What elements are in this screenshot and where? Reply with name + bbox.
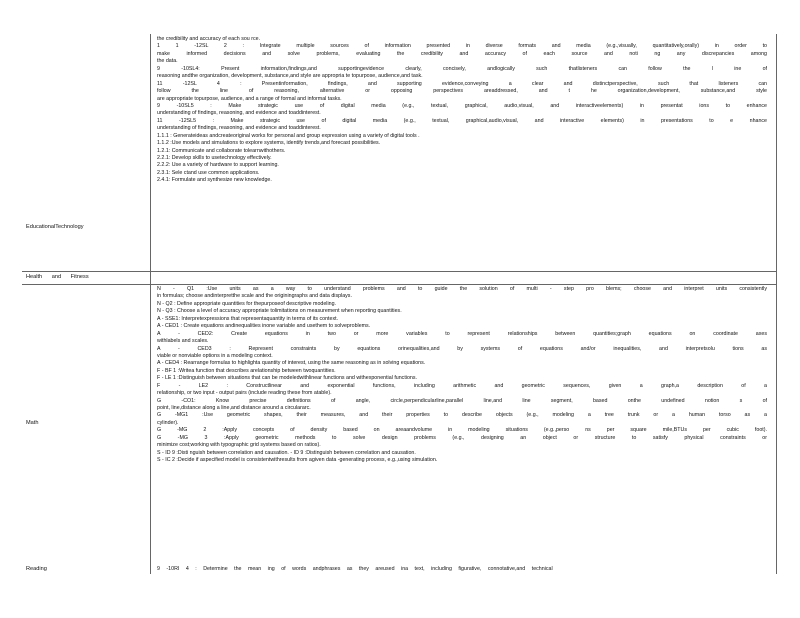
standard-line: F - LE2 : Constructlinear and exponential functions, including arithmetic and geometric sequences, given a graph,a description of a: [157, 382, 767, 389]
standard-line: A - CED3 : Represent constraints by equations orinequalities,and by systems of equations and/or inequalities, and interpretsolu tions as: [157, 345, 767, 352]
standard-line: 9 -10RI 4 : Determine the mean ing of words andphrases as they areused ina text, including figurative, connotative,and technical: [157, 566, 553, 572]
row-separator-bottom: [22, 284, 777, 285]
category-math: Math: [26, 420, 39, 426]
standard-line: understanding of findings, reasoning, and evidence and toaddinterest.: [157, 110, 321, 117]
standard-line: make informed decisions and solve problems, evaluating the credibility and accuracy of each source and noti ng any discrepancies among: [157, 50, 767, 57]
standard-line: cylinder).: [157, 419, 179, 426]
standard-line: 11 -12SL 4 : Presentinformation, findings, and supporting evidence,conveying a clear and distinctperspective, such that listeners can: [157, 80, 767, 87]
standard-line: F - BF 1 :Writea function that describes arelationship between twoquantities.: [157, 367, 336, 374]
standard-line: 2.2.2: Use a variety of hardware to support learning.: [157, 162, 279, 169]
standard-line: S - ID 9 :Disti nguish between correlation and causation. - ID 9 :Distinguish between correlation and causation.: [157, 449, 416, 456]
standard-line: 9 -10SL5 : Make strategic use of digital media (e.g., textual, graphical, audio,visual, and interactiveelements) in presentat ions to enhance: [157, 102, 767, 109]
category-health-fitness: Health and Fitness: [26, 274, 89, 280]
standard-line: follow the line of reasoning, alternative or opposing perspectives areaddressed, and t he organization,development, substance,and style: [157, 88, 767, 95]
standard-line: A - CED1 : Create equations andinequalities inone variable and usethem to solveproblems.: [157, 323, 371, 330]
standard-line: viable or nonviable options in a modeling context.: [157, 352, 273, 359]
standard-line: 9 -10SL4: Present information,findings,and supportingevidence clearly, concisely, andlogically such thatlisteners can follow the l ine of: [157, 65, 767, 72]
reading-standards: [157, 566, 767, 573]
standard-line: F - LE 1 :Distinguish between situations that can be modeledwithlinear functions and withexponential functions.: [157, 375, 417, 382]
right-border: [776, 34, 777, 574]
standard-line: G -MG 3 :Apply geometric methods to solve design problems (e.g., designing an object or structure to satisfy physical constraints or: [157, 434, 767, 441]
standard-line: in formulas; choose andinterpretthe scale and the originingraphs and data displays.: [157, 293, 352, 300]
standard-line: G -MG 2 :Apply concepts of density based on areaandvolume in modeling situations (e.g.,perso ns per square mile,BTUs per cubic foot).: [157, 427, 767, 434]
standard-line: are appropriate topurpose, audience, and a range of formal and informal tasks.: [157, 95, 342, 102]
standard-line: 1.1.2 :Use models and simulations to explore systems, identify trends,and forecast possibilities.: [157, 140, 381, 147]
standard-line: the credibility and accuracy of each sou rce.: [157, 36, 261, 42]
standard-line: N - Q2 : Define appropriate quantities for thepurposeof descriptive modeling.: [157, 300, 337, 307]
standard-line: 2.3.1: Sele ctand use common applications.: [157, 169, 260, 176]
standard-line: G -MG1 :Use geometric shapes, their measures, and their properties to describe objects (e.g., modeling a tree trunk or a human torso as a: [157, 412, 767, 419]
standard-line: N - Q1 :Use units as a way to understand problems and to guide the solution of multi - step pro blems; choose and interpret units consistently: [157, 286, 767, 292]
standard-line: minimize cost;working with typographic grid systems based on ratios).: [157, 442, 321, 449]
category-reading: Reading: [26, 566, 47, 572]
standard-line: A - SSE1: Interpretexpressions that representaquantity in terms of its context.: [157, 315, 339, 322]
standard-line: 11 -12SL5 : Make strategic use of digital media (e.g., textual, graphical,audio,visual, and interactive elements) in presentations to e nhance: [157, 117, 767, 124]
standard-line: N - Q3 : Choose a level of accuracy appropriate tolimitations on measurement when reporting quantities.: [157, 308, 402, 315]
standard-line: relationship, or two input - output pairs (include reading these from atable).: [157, 390, 332, 397]
standard-line: S - IC 2 :Decide if aspecified model is consistentwithresults from agiven data -generating process, e.g.,using simulation.: [157, 457, 438, 464]
column-divider: [150, 34, 151, 574]
math-standards: [157, 286, 767, 465]
standard-line: reasoning andthe organization, development, substance,and style are appropria te topurpose, audience,and task.: [157, 73, 423, 80]
standard-line: 2.2.1: Develop skills to usetechnology effectively.: [157, 155, 272, 161]
row-separator-top: [22, 271, 777, 272]
standard-line: A - CED4 : Rearrange formulas to highlighta quantity of interest, using the same reasoning as in solving equations.: [157, 360, 426, 367]
standard-line: point, line,distance along a line,and distance around a circulararc.: [157, 405, 311, 411]
standard-line: 1.1.1 : Generateideas andcreateoriginal works for personal and group expression using a variety of digital tools .: [157, 132, 420, 139]
edtech-standards: [157, 36, 767, 185]
standard-line: withlabels and scales.: [157, 338, 209, 345]
standard-line: A - CED2: Create equations in two or more variables to represent relationships between quantities;graph equations on coordinate axes: [157, 330, 767, 337]
category-educational-technology: EducationalTechnology: [26, 224, 84, 230]
standard-line: understanding of findings, reasoning, and evidence and toaddinterest.: [157, 125, 321, 132]
standard-line: 2.4.1: Formulate and synthesize new knowledge.: [157, 177, 272, 184]
standard-line: 1 1 -12SL 2 : Integrate multiple sources of information presented in diverse formats and media (e.g.,visually, quantitatively,orally) in order to: [157, 43, 767, 50]
standard-line: G -CO1: Know precise definitions of angle, circle,perpendicularline,parallel line,and line segment, based onthe undefined notion s of: [157, 397, 767, 404]
standard-line: 1.2.1: Communicate and collaborate tolearnwithothers.: [157, 147, 286, 154]
standard-line: the data.: [157, 58, 178, 65]
